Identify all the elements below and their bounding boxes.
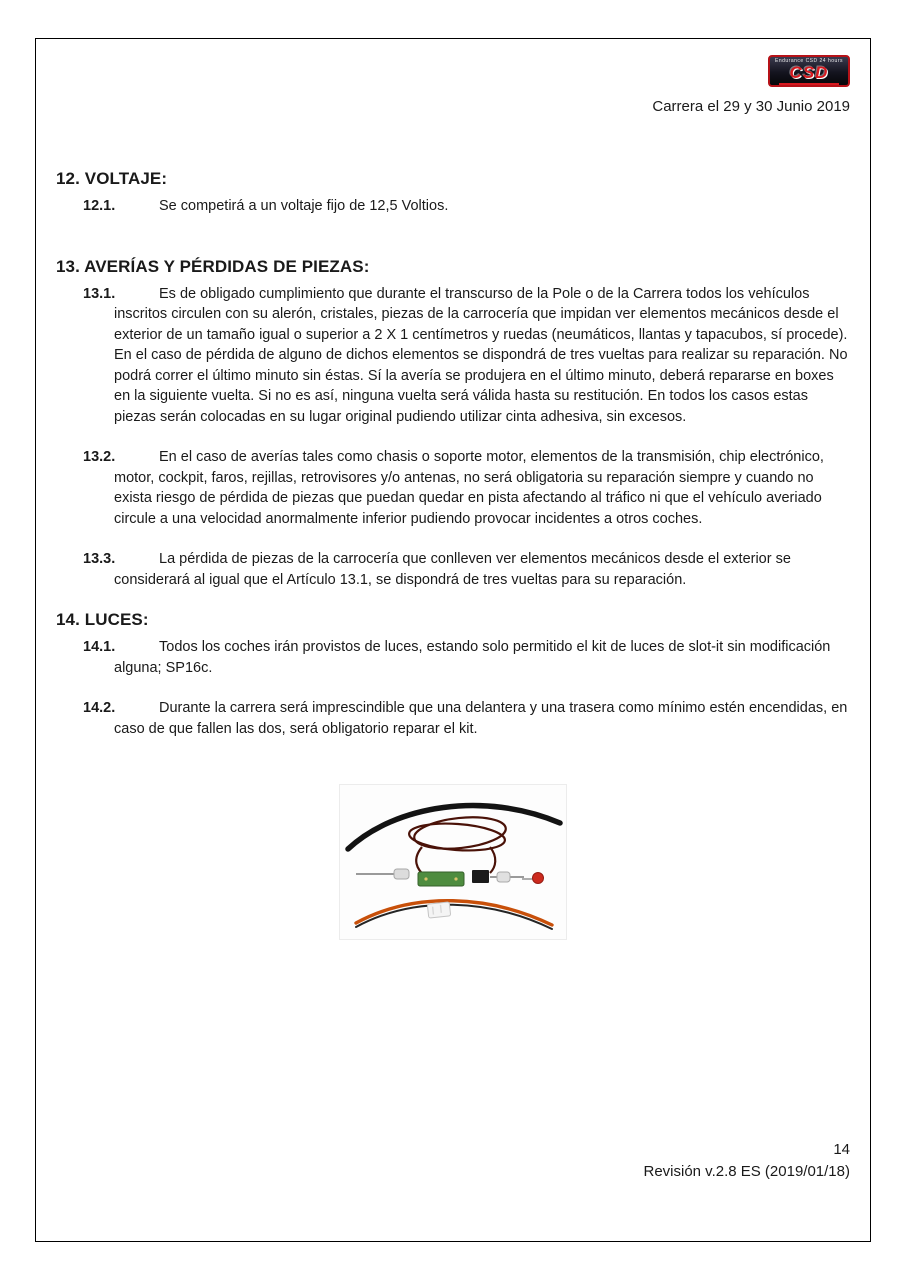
item-number: 12.1. <box>83 198 116 214</box>
black-wire <box>356 905 552 929</box>
event-date-line: Carrera el 29 y 30 Junio 2019 <box>652 98 850 115</box>
item-text: Se competirá a un voltaje fijo de 12,5 Voltios. <box>159 198 449 214</box>
item-number: 14.2. <box>83 700 116 716</box>
clear-led-left <box>394 869 409 879</box>
clear-led-right <box>497 872 510 882</box>
logo-bar <box>779 83 839 85</box>
header <box>56 55 850 87</box>
page-footer <box>643 1139 850 1183</box>
item-text: Durante la carrera será imprescindible que una delantera y una trasera como mínimo estén encendidas, en caso de que fallen las dos, será obligatorio reparar el kit. <box>114 700 848 737</box>
item-number: 13.3. <box>83 551 116 567</box>
black-tube <box>348 806 560 849</box>
logo-main-text: CSD <box>789 62 829 82</box>
document-page <box>35 38 871 1242</box>
list-item <box>56 284 850 428</box>
section-averias <box>56 257 850 591</box>
light-kit-image <box>339 784 567 940</box>
list-item <box>56 447 850 529</box>
item-text: Todos los coches irán provistos de luces, estando solo permitido el kit de luces de slot-it sin modificación alguna; SP16c. <box>114 639 831 676</box>
red-led <box>533 873 544 884</box>
page-number: 14 <box>833 1141 850 1158</box>
item-text: Es de obligado cumplimiento que durante el transcurso de la Pole o de la Carrera todos los vehículos inscritos circulen con su alerón, cristales, piezas de la carrocería que impidan ver elementos mecánicos desde el exterior de un tamaño igual o superior a 2 X 1 centímetros y ruedas (neumáticos, llantas y tapacubos, sí procede). En el caso de pérdida de alguno de dichos elementos se dispondrá de tres vueltas para realizar su reparación. No podrá correr el último minuto sin éstas. Sí la avería se produjera en el último minuto, deberá repararse en boxes en la siguiente vuelta. Si no es así, ninguna vuelta será válida hasta su restitución. En todos los casos estas piezas serán colocadas en su lugar original pudiendo utilizar cinta adhesiva, sin excesos. <box>114 285 848 425</box>
csd-logo <box>768 55 850 87</box>
list-item <box>56 698 850 739</box>
list-item <box>56 196 850 217</box>
coiled-wire <box>408 813 507 877</box>
item-number: 13.2. <box>83 449 116 465</box>
section-title: 13. AVERÍAS Y PÉRDIDAS DE PIEZAS: <box>56 256 370 276</box>
item-number: 14.1. <box>83 639 116 655</box>
list-item <box>56 637 850 678</box>
section-title: 12. VOLTAJE: <box>56 169 168 188</box>
item-text: La pérdida de piezas de la carrocería que conlleven ver elementos mecánicos desde el exterior se considerará al igual que el Artículo 13.1, se dispondrá de tres vueltas para su reparación. <box>114 551 791 588</box>
section-voltaje <box>56 169 850 217</box>
item-number: 13.1. <box>83 285 116 302</box>
section-luces <box>56 610 850 739</box>
item-text: En el caso de averías tales como chasis o soporte motor, elementos de la transmisión, chip electrónico, motor, cockpit, faros, rejillas, retrovisores y/o antenas, no será obligatoria su reparación siempre y cuando no exista riesgo de pérdida de piezas que puedan quedar en pista afectando al tráfico ni que el vehículo averiado circule a una velocidad anormalmente inferior pudiendo provocar incidentes a otros coches. <box>114 449 824 527</box>
revision-note: Revisión v.2.8 ES (2019/01/18) <box>643 1163 850 1180</box>
section-title: 14. LUCES: <box>56 610 149 629</box>
logo-top-text: Endurance CSD 24 hours <box>775 57 843 64</box>
white-connector <box>427 902 450 918</box>
list-item <box>56 549 850 590</box>
chip-component <box>472 870 489 883</box>
